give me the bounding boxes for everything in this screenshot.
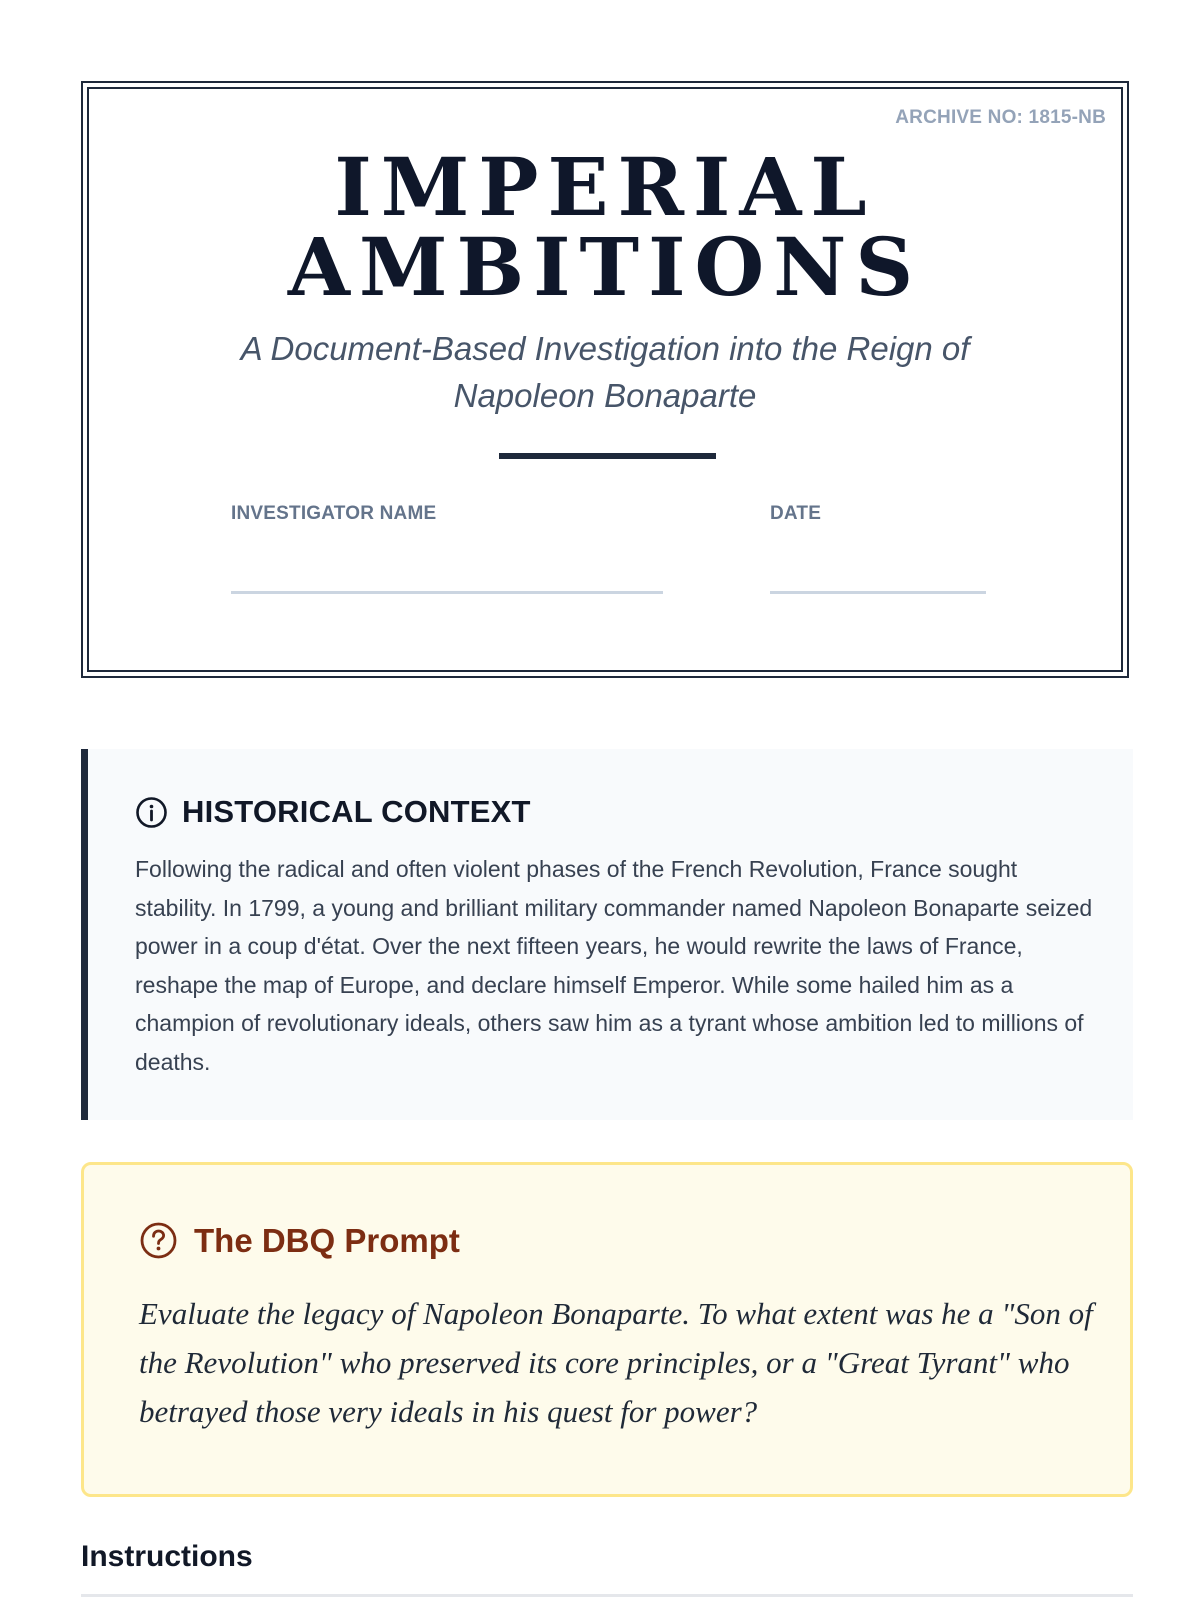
instructions-divider: [81, 1594, 1133, 1597]
dbq-prompt-panel: [81, 1162, 1133, 1497]
title-card-inner-border: [87, 87, 1123, 672]
info-icon: [135, 796, 168, 829]
investigator-name-field[interactable]: [231, 591, 663, 594]
title-line-2: AMBITIONS: [287, 220, 923, 314]
page-title: [89, 140, 1121, 314]
dbq-prompt-header: [139, 1221, 460, 1260]
historical-context-text: Following the radical and often violent phases of the French Revolution, France sought stability. In 1799, a young and brilliant military commander named Napoleon Bonaparte seized power in a coup d'état. Over the next fifteen years, he would rewrite the laws of France, reshape the map of Europe, and declare himself Emperor. While some hailed him as a champion of revolutionary ideals, others saw him as a tyrant whose ambition led to millions of deaths.: [135, 856, 1093, 1075]
title-line-1: IMPERIAL: [334, 140, 876, 234]
date-label: DATE: [770, 503, 822, 524]
historical-context-title: HISTORICAL CONTEXT: [182, 794, 531, 829]
instructions-heading: Instructions: [81, 1540, 253, 1573]
historical-context-panel: [81, 749, 1133, 1120]
historical-context-header: [135, 794, 531, 830]
title-card: [81, 81, 1129, 678]
question-icon: [139, 1221, 178, 1260]
title-divider: [499, 453, 716, 459]
dbq-prompt-title: The DBQ Prompt: [194, 1221, 460, 1259]
archive-number: ARCHIVE NO: 1815-NB: [895, 107, 1106, 128]
subtitle: A Document-Based Investigation into the Reign of Napoleon Bonaparte: [240, 330, 970, 414]
investigator-name-label: INVESTIGATOR NAME: [231, 503, 437, 524]
date-field[interactable]: [770, 591, 986, 594]
dbq-prompt-text: Evaluate the legacy of Napoleon Bonaparte. To what extent was he a "Son of the Revolution" who preserved its core principles, or a "Great Tyrant" who betrayed those very ideals in his quest for power?: [139, 1296, 1093, 1429]
